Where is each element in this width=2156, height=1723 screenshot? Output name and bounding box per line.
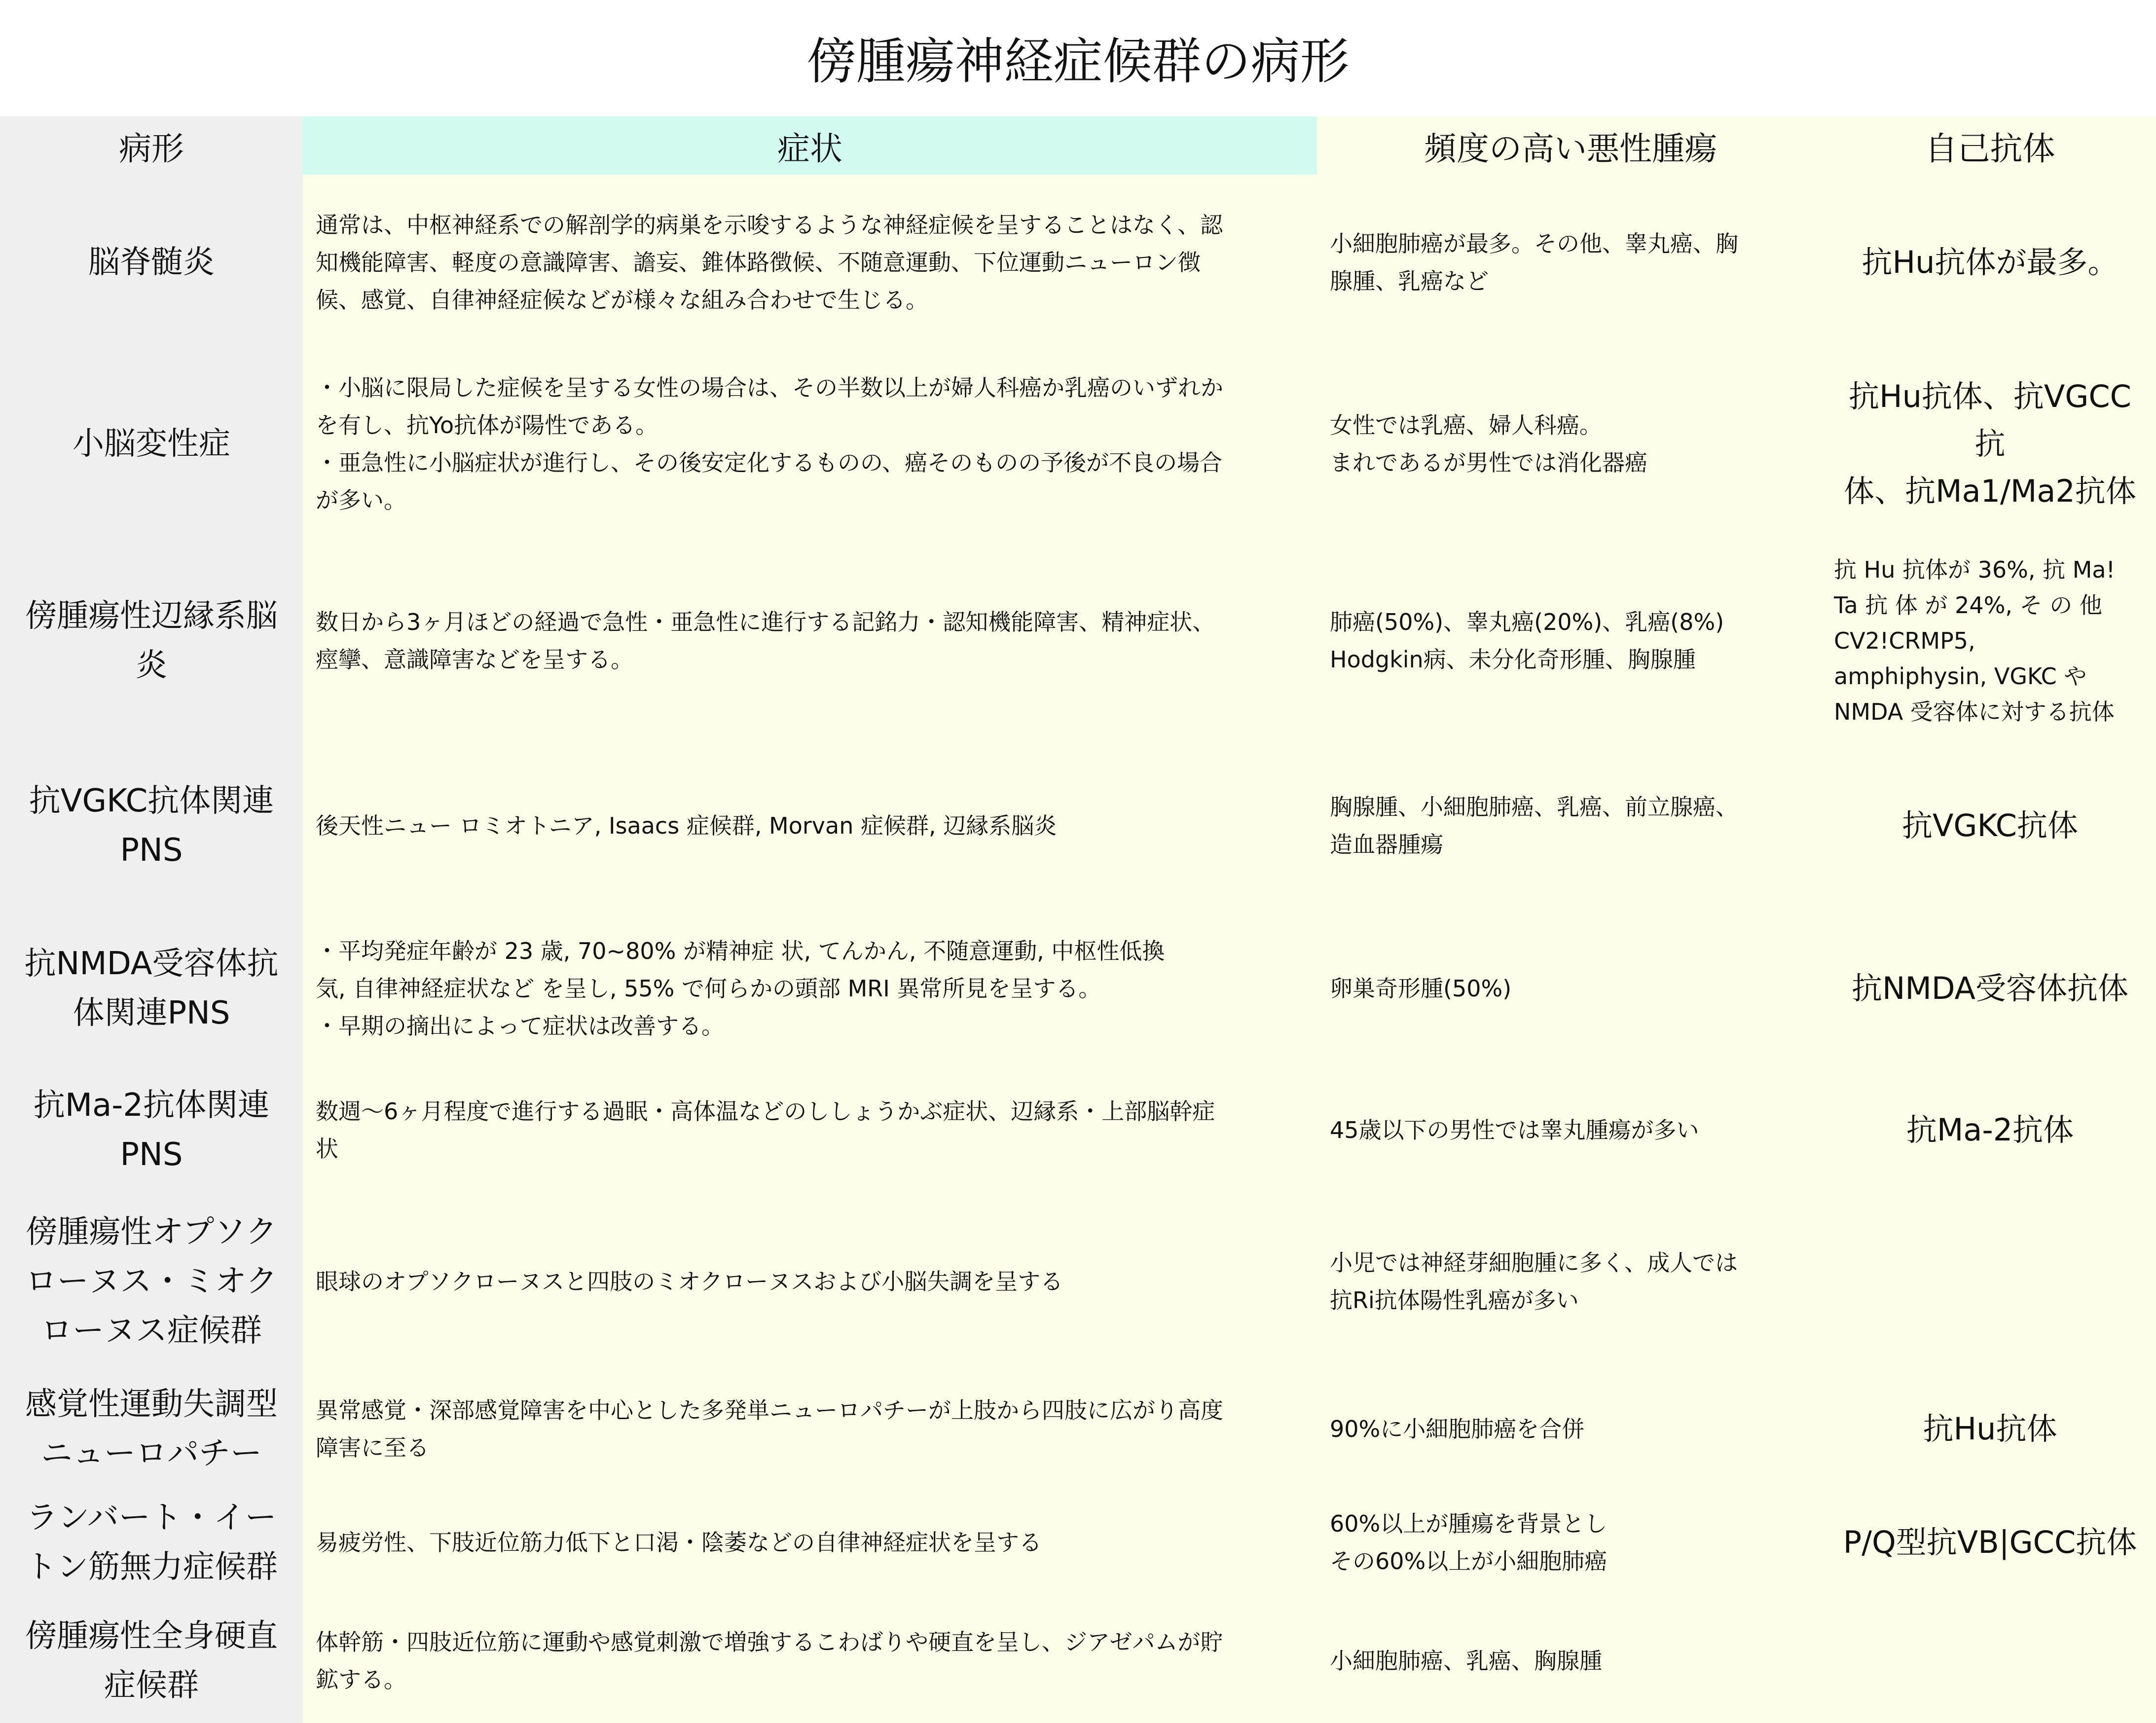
- row-tumors: [1317, 1068, 1824, 1192]
- row-symptoms-text: 後天性ニュー ロミオトニア, Isaacs 症候群, Morvan 症候群, 辺縁系脳炎: [316, 812, 1057, 839]
- row-symptoms: [303, 743, 1317, 909]
- row-symptoms: [303, 1068, 1317, 1192]
- row-tumors: [1317, 743, 1824, 909]
- row-type: [0, 909, 303, 1068]
- row-symptoms-text: 数週〜6ヶ月程度で進行する過眠・高体温などのししょうかぶ症状、辺縁系・上部脳幹症 状: [316, 1098, 1215, 1162]
- row-type-text: 小脳変性症: [73, 426, 230, 462]
- row-tumors: [1317, 1599, 1824, 1723]
- row-type: [0, 1486, 303, 1599]
- row-antibodies-text: 抗Hu抗体: [1923, 1410, 2057, 1447]
- row-tumors-text: 60%以上が腫瘍を背景とし その60%以上が小細胞肺癌: [1330, 1510, 1608, 1575]
- row-antibodies-text: P/Q型抗VB|GCC抗体: [1843, 1524, 2137, 1560]
- row-tumors: [1317, 909, 1824, 1068]
- row-tumors: [1317, 175, 1824, 350]
- row-antibodies: [1824, 538, 2156, 743]
- row-type: [0, 350, 303, 538]
- row-tumors: [1317, 1192, 1824, 1371]
- header-symptoms: 症状: [303, 116, 1317, 175]
- row-symptoms-text: ・小脳に限局した症候を呈する女性の場合は、その半数以上が婦人科癌か乳癌のいずれか を有し、抗Yo抗体が陽性である。 ・亜急性に小脳症状が進行し、その後安定化するものの、癌そのものの予後が不良の場合 が多い。: [316, 374, 1223, 513]
- row-antibodies: [1824, 1371, 2156, 1486]
- row-tumors-text: 女性では乳癌、婦人科癌。 まれであるが男性では消化器癌: [1330, 412, 1647, 476]
- row-type-text: ランバート・イー トン筋無力症候群: [25, 1500, 278, 1585]
- row-tumors: [1317, 1371, 1824, 1486]
- row-tumors: [1317, 1486, 1824, 1599]
- row-antibodies: [1824, 350, 2156, 538]
- row-type: [0, 1192, 303, 1371]
- row-tumors: [1317, 538, 1824, 743]
- row-symptoms-text: 眼球のオプソクローヌスと四肢のミオクローヌスおよび小脳失調を呈する: [316, 1268, 1063, 1295]
- row-tumors-text: 胸腺腫、小細胞肺癌、乳癌、前立腺癌、 造血器腫瘍: [1330, 794, 1738, 858]
- row-antibodies-text: 抗Hu抗体、抗VGCC抗 体、抗Ma1/Ma2抗体: [1844, 378, 2136, 509]
- row-symptoms: [303, 909, 1317, 1068]
- row-type-text: 傍腫瘍性辺縁系脳 炎: [25, 597, 278, 684]
- row-symptoms: [303, 175, 1317, 350]
- row-tumors-text: 小児では神経芽細胞腫に多く、成人では 抗Ri抗体陽性乳癌が多い: [1330, 1249, 1738, 1314]
- row-symptoms-text: 数日から3ヶ月ほどの経過で急性・亜急性に進行する記銘力・認知機能障害、精神症状、 痙攣、意識障害などを呈する。: [316, 608, 1215, 673]
- row-antibodies: [1824, 1192, 2156, 1371]
- row-tumors-text: 45歳以下の男性では睾丸腫瘍が多い: [1330, 1117, 1699, 1143]
- row-symptoms: [303, 350, 1317, 538]
- row-symptoms: [303, 1192, 1317, 1371]
- row-antibodies: [1824, 909, 2156, 1068]
- row-type: [0, 175, 303, 350]
- row-type: [0, 538, 303, 743]
- row-antibodies-text: 抗Hu抗体が最多。: [1862, 244, 2119, 280]
- row-type: [0, 1371, 303, 1486]
- row-type: [0, 1068, 303, 1192]
- page-title: 傍腫瘍神経症候群の病形: [806, 33, 1350, 90]
- row-antibodies-text: 抗Ma-2抗体: [1906, 1112, 2074, 1148]
- row-type-text: 抗Ma-2抗体関連 PNS: [33, 1087, 270, 1173]
- row-type-text: 抗NMDA受容体抗 体関連PNS: [24, 946, 279, 1031]
- row-tumors-text: 小細胞肺癌、乳癌、胸腺腫: [1330, 1648, 1602, 1674]
- row-symptoms: [303, 1486, 1317, 1599]
- row-antibodies: [1824, 1486, 2156, 1599]
- row-type-text: 傍腫瘍性全身硬直 症候群: [25, 1618, 278, 1704]
- row-symptoms: [303, 538, 1317, 743]
- row-symptoms: [303, 1371, 1317, 1486]
- row-symptoms-text: 通常は、中枢神経系での解剖学的病巣を示唆するような神経症候を呈することはなく、認 知機能障害、軽度の意識障害、譫妄、錐体路徴候、不随意運動、下位運動ニューロン徴 候、感覚、自律神経症候などが様々な組み合わせで生じる。: [316, 211, 1223, 313]
- row-antibodies: [1824, 743, 2156, 909]
- header-tumors: 頻度の高い悪性腫瘍: [1317, 116, 1824, 175]
- row-type: [0, 743, 303, 909]
- row-type-text: 傍腫瘍性オプソク ローヌス・ミオク ローヌス症候群: [25, 1214, 278, 1349]
- row-type-text: 脳脊髄炎: [88, 244, 215, 281]
- row-antibodies: [1824, 175, 2156, 350]
- row-antibodies: [1824, 1068, 2156, 1192]
- row-tumors-text: 卵巣奇形腫(50%): [1330, 975, 1512, 1002]
- row-symptoms-text: 異常感覚・深部感覚障害を中心とした多発単ニューロパチーが上肢から四肢に広がり高度 障害に至る: [316, 1396, 1223, 1461]
- row-antibodies: [1824, 1599, 2156, 1723]
- row-symptoms-text: ・平均発症年齢が 23 歳, 70~80% が精神症 状, てんかん, 不随意運動, 中枢性低換 気, 自律神経症状など を呈し, 55% で何らかの頭部 MRI 異常所見を呈する。 ・早期の摘出によって症状は改善する。: [316, 938, 1165, 1039]
- row-antibodies-text: 抗NMDA受容体抗体: [1852, 970, 2128, 1006]
- row-symptoms-text: 体幹筋・四肢近位筋に運動や感覚刺激で増強するこわばりや硬直を呈し、ジアゼパムが貯 鉱する。: [316, 1629, 1223, 1693]
- row-type-text: 感覚性運動失調型 ニューロパチー: [25, 1386, 278, 1472]
- row-tumors-text: 小細胞肺癌が最多。その他、睾丸癌、胸 腺腫、乳癌など: [1330, 230, 1738, 294]
- row-type: [0, 1599, 303, 1723]
- row-type-text: 抗VGKC抗体関連 PNS: [29, 783, 274, 869]
- row-tumors-text: 90%に小細胞肺癌を合併: [1330, 1415, 1585, 1442]
- syndrome-table: [0, 116, 2156, 1704]
- row-symptoms-text: 易疲労性、下肢近位筋力低下と口渇・陰萎などの自律神経症状を呈する: [316, 1529, 1042, 1556]
- row-tumors-text: 肺癌(50%)、睾丸癌(20%)、乳癌(8%) Hodgkin病、未分化奇形腫、胸腺腫: [1330, 608, 1724, 673]
- row-symptoms: [303, 1599, 1317, 1723]
- header-type: 病形: [0, 116, 303, 175]
- row-tumors: [1317, 350, 1824, 538]
- row-antibodies-text: 抗 Hu 抗体が 36%, 抗 Ma! Ta 抗 体 が 24%, そ の 他 CV2!CRMP5, amphiphysin, VGKC や NMDA 受容体に対する抗体: [1834, 556, 2116, 725]
- header-antibodies: 自己抗体: [1824, 116, 2156, 175]
- row-antibodies-text: 抗VGKC抗体: [1901, 807, 2078, 843]
